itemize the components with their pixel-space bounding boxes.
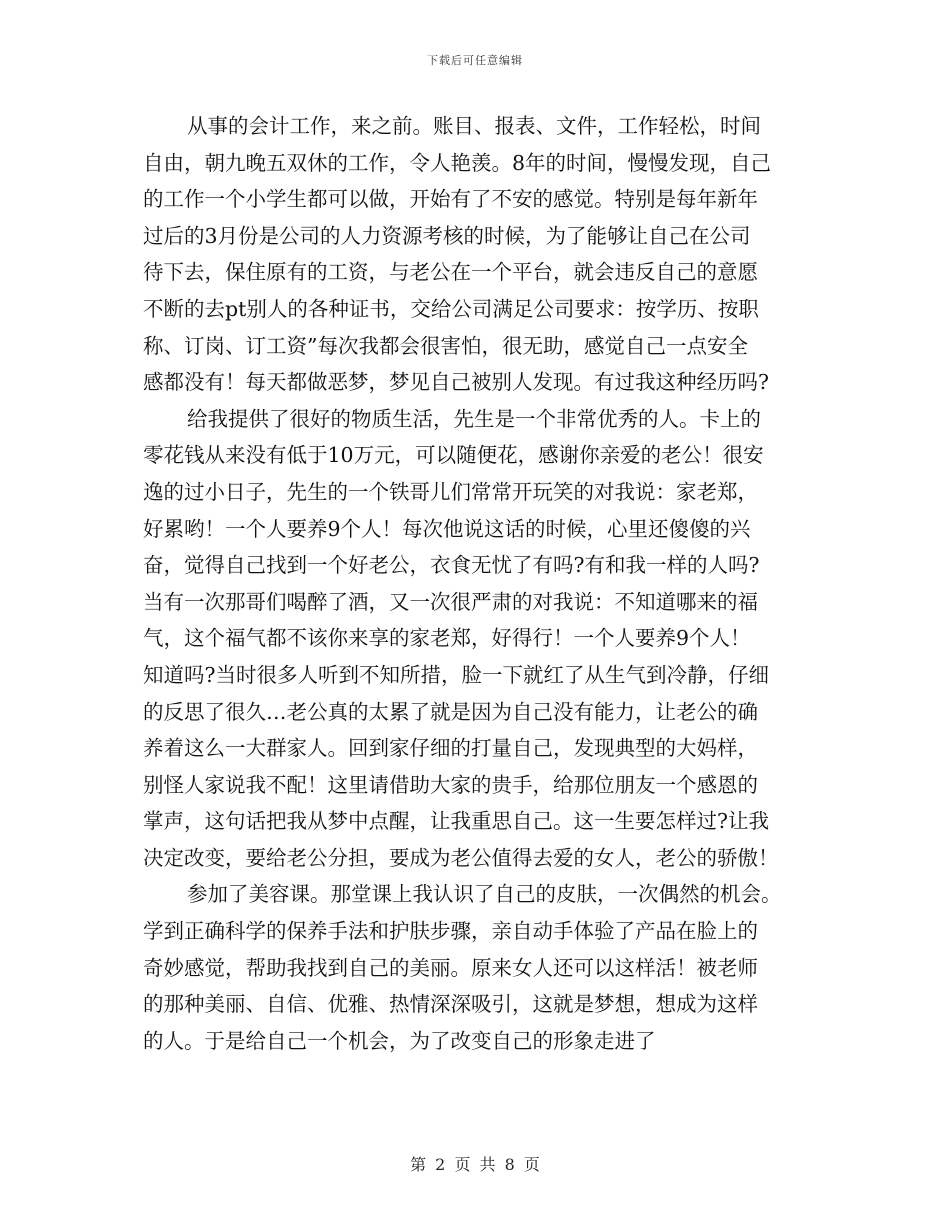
text-line: 学到正确科学的保养手法和护肤步骤，亲自动手体验了产品在脸上的 — [143, 919, 758, 944]
text-line: 养着这么一大群家人。回到家仔细的打量自己，发现典型的大妈样， — [143, 736, 758, 761]
text-line: 从事的会计工作，来之前。账目、报表、文件，工作轻松，时间 — [187, 114, 761, 138]
text-line: 奋，觉得自己找到一个好老公，衣食无忧了有吗?有和我一样的人吗? — [143, 553, 760, 578]
text-line: 感都没有！每天都做恶梦，梦见自己被别人发现。有过我这种经历吗? — [143, 370, 769, 395]
text-line: 不断的去pt别人的各种证书，交给公司满足公司要求：按学历、按职 — [143, 296, 759, 321]
text-line: 当有一次那哥们喝醉了酒，又一次很严肃的对我说：不知道哪来的福 — [143, 589, 758, 614]
paragraph-2 — [143, 401, 815, 877]
text-line: 气，这个福气都不该你来享的家老郑，好得行！一个人要养9个人！ — [143, 626, 751, 651]
text-line: 奇妙感觉，帮助我找到自己的美丽。原来女人还可以这样活！被老师 — [143, 955, 758, 980]
page-header: 下载后可任意编辑 — [427, 54, 523, 67]
document-body — [143, 108, 815, 1059]
text-line: 决定改变，要给老公分担，要成为老公值得去爱的女人，老公的骄傲！ — [143, 845, 779, 870]
text-line: 知道吗?当时很多人听到不知所措，脸一下就红了从生气到冷静，仔细 — [143, 662, 769, 687]
text-line: 给我提供了很好的物质生活，先生是一个非常优秀的人。卡上的 — [187, 406, 761, 431]
text-line: 逸的过小日子，先生的一个铁哥儿们常常开玩笑的对我说：家老郑， — [143, 479, 758, 504]
text-line: 的工作一个小学生都可以做，开始有了不安的感觉。特别是每年新年 — [143, 187, 758, 212]
text-line: 的人。于是给自己一个机会，为了改变自己的形象走进了 — [143, 1028, 656, 1053]
text-line: 别怪人家说我不配！这里请借助大家的贵手，给那位朋友一个感恩的 — [143, 772, 758, 797]
text-line: 零花钱从来没有低于10万元，可以随便花，感谢你亲爱的老公！很安 — [143, 443, 764, 468]
text-line: 的那种美丽、自信、优雅、热情深深吸引，这就是梦想，想成为这样 — [143, 992, 758, 1017]
paragraph-3 — [143, 876, 815, 1059]
text-line: 待下去，保住原有的工资，与老公在一个平台，就会违反自己的意愿 — [143, 260, 758, 285]
text-line: 参加了美容课。那堂课上我认识了自己的皮肤，一次偶然的机会。 — [187, 882, 782, 907]
paragraph-1 — [143, 108, 815, 401]
page-footer: 第 2 页 共 8 页 — [410, 1155, 540, 1174]
text-line: 自由，朝九晚五双休的工作，令人艳羡。8年的时间，慢慢发现，自己 — [143, 150, 772, 175]
text-line: 好累哟！一个人要养9个人！每次他说这话的时候，心里还傻傻的兴 — [143, 516, 751, 541]
text-line: 称、订岗、订工资”每次我都会很害怕，很无助，感觉自己一点安全 — [143, 333, 748, 358]
text-line: 的反思了很久…老公真的太累了就是因为自己没有能力，让老公的确 — [143, 699, 758, 724]
text-line: 掌声，这句话把我从梦中点醒，让我重思自己。这一生要怎样过?让我 — [143, 809, 769, 834]
text-line: 过后的3月份是公司的人力资源考核的时候，为了能够让自己在公司 — [143, 223, 751, 248]
